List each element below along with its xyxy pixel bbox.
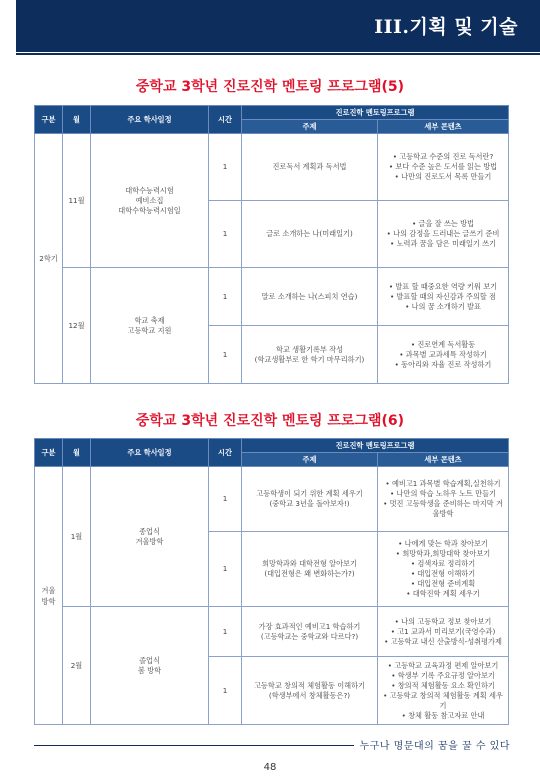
col-header-detail: 세부 콘텐츠 bbox=[378, 120, 509, 134]
detail-cell: • 글을 잘 쓰는 방법 • 나의 감정을 드러내는 글쓰기 준비 • 노력과 꿈을 담은 미래일기 쓰기 bbox=[378, 201, 509, 268]
topic-cell: 고등학교 창의적 체험활동 이해하기 (학생부에서 창체활동은?) bbox=[242, 657, 378, 725]
month-cell: 1월 bbox=[63, 467, 91, 607]
group-cell: 겨울 방학 bbox=[35, 467, 63, 725]
detail-cell: • 예비고1 과목별 학습계획,실천하기 • 나만의 학습 노하우 노트 만들기 • 멋진 고등학생을 준비하는 마지막 겨울방학 bbox=[378, 467, 509, 532]
col-header-group: 구분 bbox=[35, 106, 63, 134]
topic-cell: 말로 소개하는 나(스피치 연습) bbox=[242, 268, 378, 326]
topic-cell: 진로독서 계획과 독서법 bbox=[242, 134, 378, 201]
month-cell: 12월 bbox=[63, 268, 91, 384]
time-cell: 1 bbox=[209, 532, 242, 607]
section-title: 중학교 3학년 진로진학 멘토링 프로그램(5) bbox=[135, 79, 405, 95]
time-cell: 1 bbox=[209, 201, 242, 268]
time-cell: 1 bbox=[209, 467, 242, 532]
topic-cell: 학교 생활기록부 작성 (학교생활부로 한 학기 마무리하기) bbox=[242, 326, 378, 384]
schedule-cell: 학교 축제 고등학교 지원 bbox=[91, 268, 209, 384]
col-header-schedule: 주요 학사일정 bbox=[91, 439, 209, 467]
time-cell: 1 bbox=[209, 268, 242, 326]
topic-cell: 가장 효과적인 예비고1 학습하기 (고등학교는 중학교와 다르다?) bbox=[242, 607, 378, 657]
detail-cell: • 고등학교 교육과정 편제 알아보기 • 학생부 기록 주요규정 알아보기 • 창의적 체험활동 요소 확인하기 • 고등학교 창의적 체험활동 계획 세우기 • 창체 활동 참고자료 안내 bbox=[378, 657, 509, 725]
detail-cell: • 나의 고등학교 정보 찾아보기 • 고1 교과서 미리보기(국영수과) • 고등학교 내신 산출방식-성취평가제 bbox=[378, 607, 509, 657]
program-table bbox=[34, 438, 509, 725]
chapter-title: III.기획 및 기술 bbox=[374, 16, 518, 38]
col-header-group: 구분 bbox=[35, 439, 63, 467]
group-cell: 2학기 bbox=[35, 134, 63, 384]
topic-cell: 고등학생이 되기 위한 계획 세우기 (중학교 3년을 돌아보자!) bbox=[242, 467, 378, 532]
footer-slogan: 누구나 명문대의 꿈을 꿀 수 있다 bbox=[354, 737, 510, 752]
detail-cell: • 발표 할 때중요한 역량 키워 보기 • 발표할 때의 자신감과 주의할 점 • 나의 꿈 소개하기 발표 bbox=[378, 268, 509, 326]
col-header-schedule: 주요 학사일정 bbox=[91, 106, 209, 134]
month-cell: 11월 bbox=[63, 134, 91, 268]
page-number: 48 bbox=[263, 762, 277, 773]
detail-cell: • 고등학교 수준의 진로 독서란? • 보다 수준 높은 도서를 읽는 방법 • 나만의 진로도서 목록 만들기 bbox=[378, 134, 509, 201]
col-header-month: 월 bbox=[63, 439, 91, 467]
time-cell: 1 bbox=[209, 607, 242, 657]
col-header-topic: 주제 bbox=[242, 120, 378, 134]
topic-cell: 희망학과와 대학전형 알아보기 (대입전형은 왜 변화하는가?) bbox=[242, 532, 378, 607]
col-header-time: 시간 bbox=[209, 439, 242, 467]
schedule-cell: 졸업식 봄 방학 bbox=[91, 607, 209, 725]
schedule-cell: 대학수능력시험 예비소집 대학수학능력시험일 bbox=[91, 134, 209, 268]
col-header-detail: 세부 콘텐츠 bbox=[378, 453, 509, 467]
detail-cell: • 진로연계 독서활동 • 과목별 교과세특 작성하기 • 동아리와 자율 진로 작성하기 bbox=[378, 326, 509, 384]
chapter-header-bar bbox=[0, 0, 540, 60]
time-cell: 1 bbox=[209, 657, 242, 725]
schedule-cell: 종업식 겨울방학 bbox=[91, 467, 209, 607]
col-header-topic: 주제 bbox=[242, 453, 378, 467]
section-title: 중학교 3학년 진로진학 멘토링 프로그램(6) bbox=[135, 413, 405, 429]
time-cell: 1 bbox=[209, 134, 242, 201]
program-table bbox=[34, 105, 509, 384]
col-header-program: 진로진학 멘토링프로그램 bbox=[242, 106, 509, 120]
topic-cell: 글로 소개하는 나(미래일기) bbox=[242, 201, 378, 268]
col-header-month: 월 bbox=[63, 106, 91, 134]
time-cell: 1 bbox=[209, 326, 242, 384]
detail-cell: • 나에게 맞는 학과 찾아보기 • 희망학과,희망대학 찾아보기 • 검색자료 정리하기 • 대입전형 이해하기 • 대입전형 준비계획 • 대학진학 계획 세우기 bbox=[378, 532, 509, 607]
header-stripe bbox=[16, 53, 540, 55]
col-header-time: 시간 bbox=[209, 106, 242, 134]
col-header-program: 진로진학 멘토링프로그램 bbox=[242, 439, 509, 453]
month-cell: 2월 bbox=[63, 607, 91, 725]
